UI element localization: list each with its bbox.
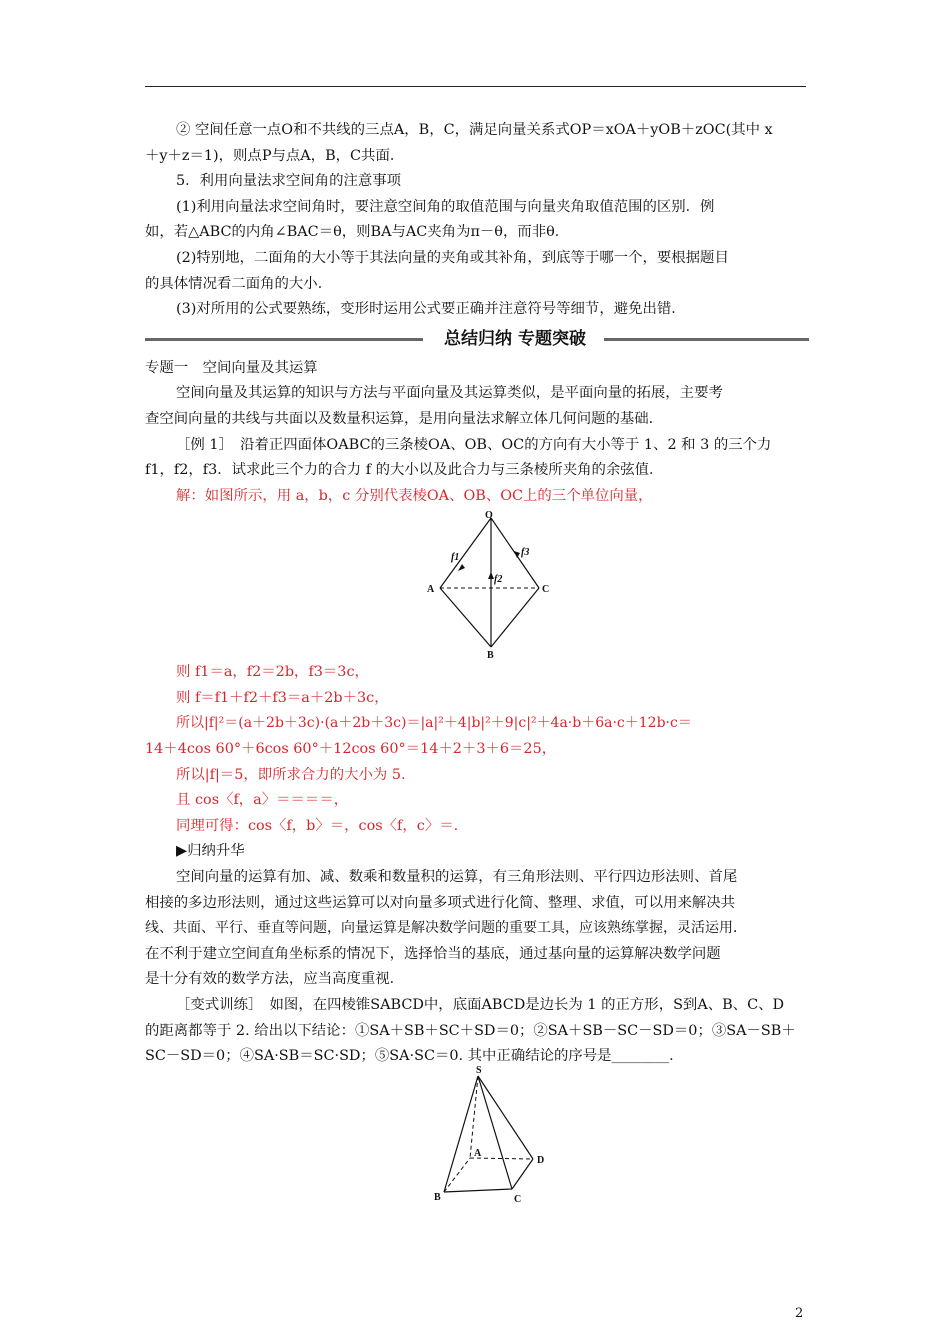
solution-text: 如图所示，用 a，b，c 分别代表棱OA、OB、OC上的三个单位向量， [204, 488, 653, 504]
banner-title: 总结归纳 专题突破 [444, 329, 586, 349]
label-f3: f3 [521, 547, 530, 558]
text-line: ＋y＋z＝1)，则点P与点A，B，C共面． [145, 148, 405, 164]
text-line: ② 空间任意一点O和不共线的三点A，B，C，满足向量关系式OP＝xOA＋yOB＋zOC(其中 x [176, 122, 773, 138]
solution-line: 且 cos〈f，a〉＝＝＝＝， [176, 792, 349, 808]
text-line: 线、共面、平行、垂直等问题，向量运算是解决数学问题的重要工具，应该熟练掌握，灵活运用． [145, 920, 747, 936]
banner-rule-right [604, 338, 809, 341]
edge-BA [444, 1158, 470, 1192]
edge-BC [444, 1189, 512, 1192]
text-line: 在不利于建立空间直角坐标系的情况下，选择恰当的基底，通过基向量的运算解决数学问题 [145, 946, 721, 962]
label-O: O [485, 510, 493, 521]
label-C: C [514, 1194, 522, 1205]
label-B: B [487, 650, 494, 660]
text-line: (3)对所用的公式要熟练，变形时运用公式要正确并注意符号等细节，避免出错． [176, 301, 686, 317]
label-A: A [427, 584, 435, 595]
edge-SB [444, 1076, 478, 1192]
text-line: 的距离都等于 2. 给出以下结论：①SA＋SB＋SC＋SD＝0；②SA＋SB－SC－SD＝0；③SA－SB＋ [145, 1023, 796, 1039]
label-C: C [542, 584, 550, 595]
pyramid-figure [430, 1062, 560, 1212]
text-line: (1)利用向量法求空间角时，要注意空间角的取值范围与向量夹角取值范围的区别．例 [176, 199, 715, 215]
arrow-f3-icon [514, 551, 520, 558]
solution-label: 解： [176, 488, 205, 504]
text-line: (2)特别地，二面角的大小等于其法向量的夹角或其补角，到底等于哪一个，要根据题目 [176, 250, 729, 266]
label-f2: f2 [494, 574, 503, 585]
arrow-f1-icon [458, 564, 465, 571]
text-line: 空间向量的运算有加、减、数乘和数量积的运算，有三角形法则、平行四边形法则、首尾 [176, 869, 738, 885]
text-line: 相接的多边形法则，通过这些运算可以对向量多项式进行化简、整理、求值，可以用来解决共 [145, 895, 736, 911]
solution-line: 所以|f|＝5，即所求合力的大小为 5. [176, 767, 406, 783]
edge-OA [440, 518, 491, 588]
header-rule [145, 86, 806, 87]
summary-heading: ▶归纳升华 [176, 843, 245, 859]
solution-line: 14＋4cos 60°＋6cos 60°＋12cos 60°＝14＋2＋3＋6＝25， [145, 741, 557, 757]
section-banner [145, 326, 809, 352]
text-line: 5．利用向量法求空间角的注意事项 [176, 173, 402, 189]
solution-intro [176, 484, 809, 508]
label-B: B [434, 1192, 441, 1203]
edge-SD [478, 1076, 533, 1159]
label-D: D [537, 1155, 545, 1166]
edge-CB [491, 588, 539, 647]
text-line: SC－SD＝0；④SA·SB＝SC·SD；⑤SA·SC＝0. 其中正确结论的序号是________． [145, 1048, 684, 1064]
page-number: 2 [795, 1306, 804, 1321]
exercise-line: ［变式训练］ 如图，在四棱锥SABCD中，底面ABCD是边长为 1 的正方形，S到A、B、C、D [176, 997, 785, 1013]
banner-rule-left [145, 338, 423, 341]
edge-AB [440, 588, 491, 647]
tetrahedron-figure [425, 510, 565, 660]
solution-line: 则 f＝f1＋f2＋f3＝a＋2b＋3c， [176, 690, 389, 706]
label-A: A [474, 1148, 482, 1159]
text-line: 的具体情况看二面角的大小． [145, 276, 333, 292]
text-line: 是十分有效的数学方法，应当高度重视． [145, 971, 405, 987]
text-line: 查空间向量的共线与共面以及数量积运算，是用向量法求解立体几何问题的基础． [145, 411, 664, 427]
text-line: f1，f2，f3．试求此三个力的合力 f 的大小以及此合力与三条棱所夹角的余弦值． [145, 462, 664, 478]
label-S: S [476, 1065, 482, 1076]
edge-CD [512, 1159, 533, 1189]
solution-line: 所以|f|²＝(a＋2b＋3c)·(a＋2b＋3c)＝|a|²＋4|b|²＋9|c|²＋4a·b＋6a·c＋12b·c＝ [176, 715, 692, 731]
edge-SC [478, 1076, 512, 1189]
topic-heading: 专题一 空间向量及其运算 [145, 360, 318, 376]
label-f1: f1 [451, 552, 460, 563]
text-line: 如，若△ABC的内角∠BAC＝θ，则BA与AC夹角为π－θ，而非θ． [145, 224, 570, 240]
solution-line: 则 f1＝a，f2＝2b，f3＝3c， [176, 664, 369, 680]
solution-line: 同理可得：cos〈f，b〉＝，cos〈f，c〉＝. [176, 818, 459, 834]
text-line: 空间向量及其运算的知识与方法与平面向量及其运算类似，是平面向量的拓展，主要考 [176, 385, 723, 401]
example-line: ［例 1］ 沿着正四面体OABC的三条棱OA、OB、OC的方向有大小等于 1、2 和 3 的三个力 [176, 437, 772, 453]
